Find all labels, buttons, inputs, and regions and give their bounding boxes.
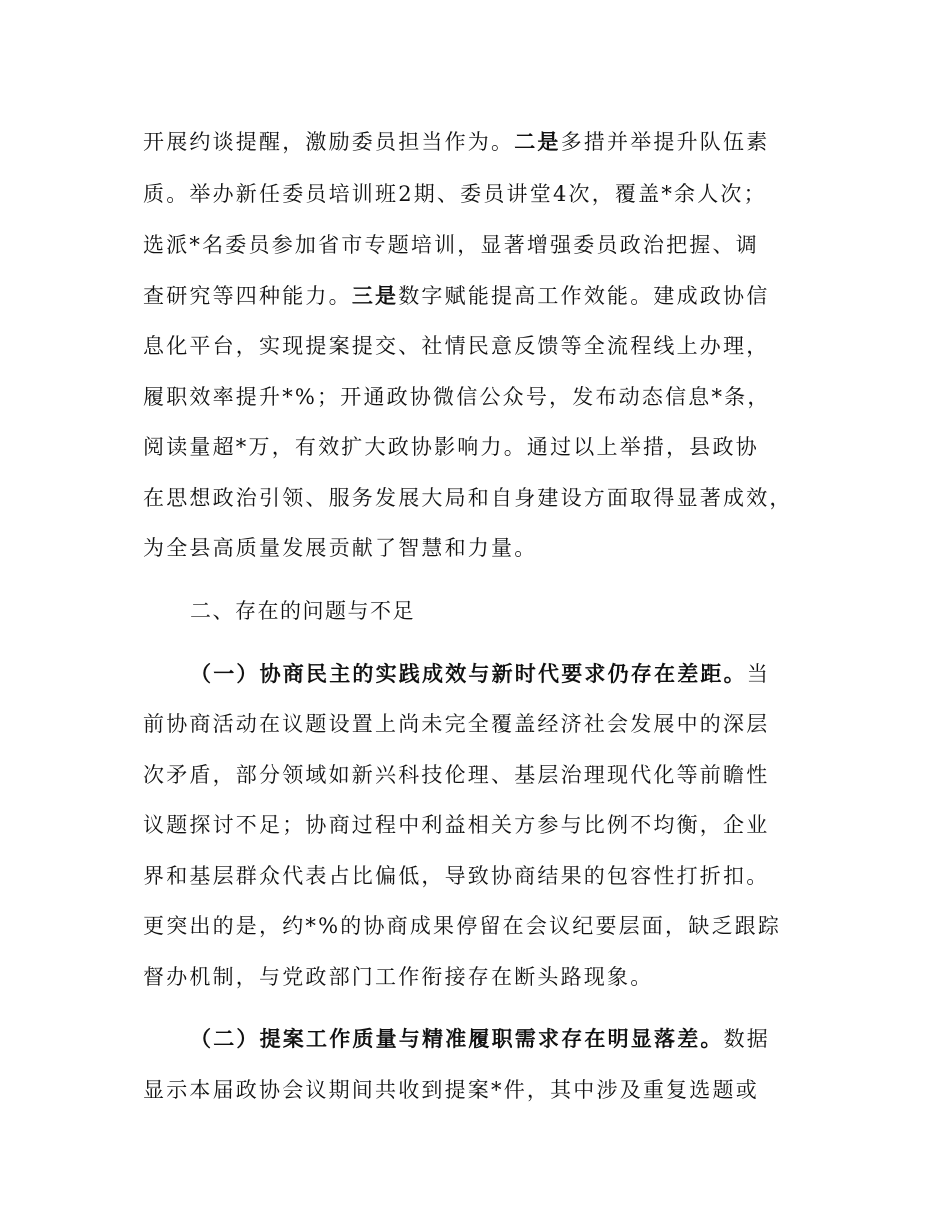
- text-line: 前协商活动在议题设置上尚未完全覆盖经济社会发展中的深层: [143, 712, 770, 736]
- text-segment: 数字赋能提高工作效能。建成政协信: [398, 284, 770, 308]
- text-segment: 数据: [723, 1027, 771, 1051]
- text-line: 显示本届政协会议期间共收到提案*件，其中涉及重复选题或: [143, 1078, 759, 1102]
- text-segment: 多措并举提升队伍素: [560, 130, 770, 154]
- text-line: 选派*名委员参加省市专题培训，显著增强委员政治把握、调: [143, 233, 759, 257]
- text-line: 在思想政治引领、服务发展大局和自身建设方面取得显著成效，: [143, 486, 793, 510]
- bold-subheading: （二）提案工作质量与精准履职需求存在明显落差。: [190, 1027, 724, 1051]
- text-line: 为全县高质量发展贡献了智慧和力量。: [143, 536, 538, 560]
- text-line: 履职效率提升*%；开通政协微信公众号，发布动态信息*条，: [143, 385, 771, 409]
- bold-subheading: （一）协商民主的实践成效与新时代要求仍存在差距。: [190, 662, 747, 686]
- text-line: 质。举办新任委员培训班2期、委员讲堂4次，覆盖*余人次；: [143, 182, 767, 206]
- text-segment: 当: [746, 662, 771, 686]
- text-line: [190, 1025, 770, 1053]
- text-segment: 开展约谈提醒，激励委员担当作为。: [143, 130, 515, 154]
- text-line: 更突出的是，约*%的协商成果停留在会议纪要层面，缺乏跟踪: [143, 914, 782, 938]
- bold-keyword: 二是: [514, 130, 561, 154]
- text-line: [190, 660, 770, 688]
- text-line: 次矛盾，部分领域如新兴科技伦理、基层治理现代化等前瞻性: [143, 763, 770, 787]
- text-line: 阅读量超*万，有效扩大政协影响力。通过以上举措，县政协: [143, 435, 759, 459]
- text-segment: 查研究等四种能力。: [143, 284, 352, 308]
- text-line: [143, 282, 769, 310]
- text-line: 议题探讨不足；协商过程中利益相关方参与比例不均衡，企业: [143, 813, 770, 837]
- bold-keyword: 三是: [351, 284, 399, 308]
- section-heading: 二、存在的问题与不足: [190, 599, 415, 623]
- text-line: [143, 128, 769, 156]
- text-line: 督办机制，与党政部门工作衔接存在断头路现象。: [143, 965, 654, 989]
- text-line: 息化平台，实现提案提交、社情民意反馈等全流程线上办理，: [143, 334, 770, 358]
- text-line: 界和基层群众代表占比偏低，导致协商结果的包容性打折扣。: [143, 864, 770, 888]
